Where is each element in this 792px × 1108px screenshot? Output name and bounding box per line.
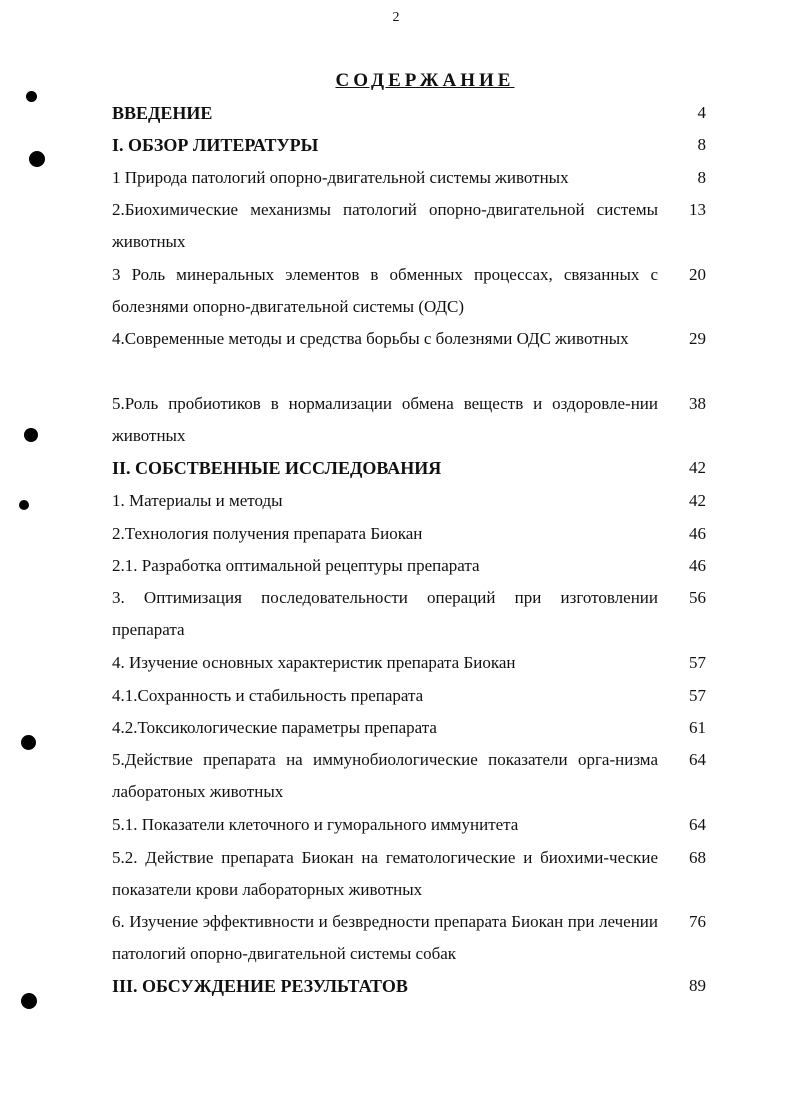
toc-page-number: 64 — [689, 815, 706, 834]
toc-entry: I. ОБЗОР ЛИТЕРАТУРЫ — [112, 135, 319, 155]
toc-page-number: 64 — [689, 750, 706, 769]
toc-page-number: 68 — [689, 848, 706, 867]
toc-entry: 5.1. Показатели клеточного и гуморального иммунитета — [112, 815, 519, 834]
toc-page-number: 89 — [689, 976, 706, 995]
toc-page-number: 20 — [689, 265, 706, 284]
punch-hole-mark — [26, 91, 37, 102]
toc-page-number: 42 — [689, 491, 706, 510]
toc-entry: ВВЕДЕНИЕ — [112, 103, 213, 123]
toc-entry: 2.Биохимические механизмы патологий опорно-двигательной системы животных — [112, 200, 658, 251]
toc-page-number: 56 — [689, 588, 706, 607]
toc-entry: 1 Природа патологий опорно-двигательной системы животных — [112, 168, 569, 187]
toc-page-number: 4 — [697, 103, 706, 122]
toc-page-number: 8 — [697, 168, 706, 187]
toc-entry: 4.Современные методы и средства борьбы с болезнями ОДС животных — [112, 329, 629, 348]
punch-hole-mark — [19, 500, 29, 510]
toc-entry: 4.2.Токсикологические параметры препарата — [112, 718, 437, 737]
toc-page-number: 29 — [689, 329, 706, 348]
toc-entry: 5.Роль пробиотиков в нормализации обмена веществ и оздоровле-нии животных — [112, 394, 658, 445]
document-title: СОДЕРЖАНИЕ — [335, 70, 515, 91]
page-number: 2 — [392, 10, 400, 25]
toc-entry: III. ОБСУЖДЕНИЕ РЕЗУЛЬТАТОВ — [112, 976, 408, 996]
toc-entry: 2.1. Разработка оптимальной рецептуры препарата — [112, 556, 480, 575]
toc-entry: 6. Изучение эффективности и безвредности препарата Биокан при лечении патологий опорно-двигательной системы собак — [112, 912, 658, 963]
toc-entry: 4.1.Сохранность и стабильность препарата — [112, 686, 424, 705]
toc-entry: 1. Материалы и методы — [112, 491, 283, 510]
punch-hole-mark — [21, 993, 37, 1009]
toc-page-number: 42 — [689, 458, 706, 477]
toc-page-number: 76 — [689, 912, 706, 931]
toc-page-number: 57 — [689, 653, 706, 672]
toc-entry: II. СОБСТВЕННЫЕ ИССЛЕДОВАНИЯ — [112, 458, 442, 478]
toc-entry: 5.2. Действие препарата Биокан на гематологические и биохими-ческие показатели крови лабораторных животных — [112, 848, 658, 899]
toc-page-number: 38 — [689, 394, 706, 413]
punch-hole-mark — [21, 735, 36, 750]
toc-page-number: 46 — [689, 524, 706, 543]
toc-entry: 3 Роль минеральных элементов в обменных процессах, связанных с болезнями опорно-двигательной системы (ОДС) — [112, 265, 658, 316]
toc-page-number: 46 — [689, 556, 706, 575]
toc-entry: 5.Действие препарата на иммунобиологические показатели орга-низма лаборатоных животных — [112, 750, 658, 801]
toc-page-number: 13 — [689, 200, 706, 219]
toc-page-number: 8 — [697, 135, 706, 154]
toc-page-number: 61 — [689, 718, 706, 737]
punch-hole-mark — [29, 151, 45, 167]
punch-hole-mark — [24, 428, 38, 442]
toc-entry: 4. Изучение основных характеристик препарата Биокан — [112, 653, 516, 672]
toc-entry: 3. Оптимизация последовательности операций при изготовлении препарата — [112, 588, 658, 639]
toc-page-number: 57 — [689, 686, 706, 705]
toc-entry: 2.Технология получения препарата Биокан — [112, 524, 423, 543]
